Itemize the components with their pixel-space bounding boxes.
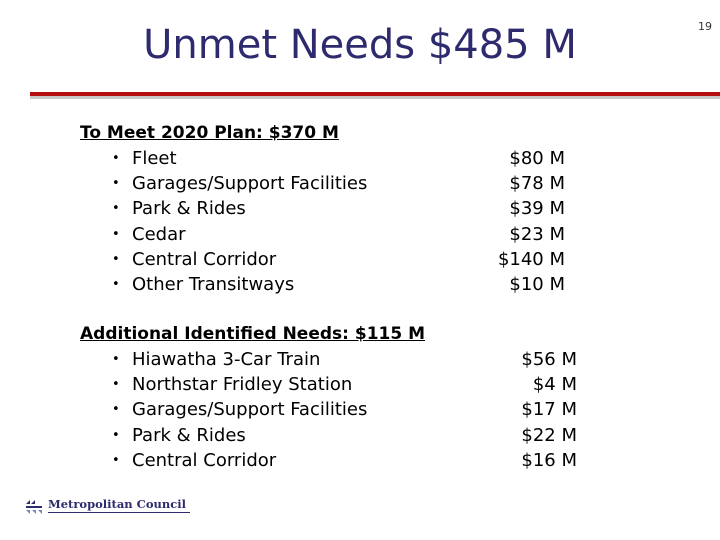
item-amount: $140 M [497, 248, 565, 270]
bullet: • [112, 276, 120, 292]
list-item [80, 423, 600, 448]
item-label: Northstar Fridley Station [132, 374, 353, 396]
item-amount: $80 M [509, 148, 565, 169]
section-heading: Additional Identified Needs: $115 M [80, 324, 426, 344]
list-item [80, 347, 600, 372]
item-label: Hiawatha 3-Car Train [132, 349, 321, 370]
page-title: Unmet Needs $485 M [143, 22, 577, 68]
item-amount: $4 M [532, 374, 577, 396]
list-item [80, 146, 600, 171]
bullet: • [112, 251, 120, 267]
additional-needs-section [80, 322, 600, 473]
item-label: Garages/Support Facilities [132, 173, 368, 195]
list-item [80, 196, 600, 221]
list-item [80, 171, 600, 196]
logo-text: Metropolitan Council [48, 497, 186, 511]
bullet: • [112, 452, 120, 468]
plan-2020-section [80, 121, 600, 297]
list-item [80, 272, 600, 297]
list-item [80, 247, 600, 272]
item-label: Central Corridor [132, 449, 277, 471]
list-item [80, 372, 600, 397]
item-label: Park & Rides [132, 198, 246, 220]
item-amount: $56 M [521, 349, 577, 370]
item-label: Other Transitways [132, 273, 295, 295]
list-item [80, 222, 600, 247]
item-label: Central Corridor [132, 248, 277, 270]
metropolitan-council-logo-icon [24, 496, 44, 516]
item-amount: $22 M [521, 424, 577, 446]
item-amount: $10 M [509, 273, 565, 295]
bullet: • [112, 201, 120, 217]
logo-underline [48, 512, 190, 513]
item-label: Park & Rides [132, 424, 246, 446]
bullet: • [112, 151, 120, 166]
bullet: • [112, 352, 120, 367]
item-amount: $23 M [509, 223, 565, 245]
item-label: Garages/Support Facilities [132, 399, 368, 421]
section-heading: To Meet 2020 Plan: $370 M [80, 123, 339, 143]
bullet: • [112, 427, 120, 443]
item-amount: $39 M [509, 198, 565, 220]
item-amount: $78 M [509, 173, 565, 195]
slide-number: 19 [698, 20, 712, 33]
bullet: • [112, 176, 120, 192]
list-item [80, 448, 600, 473]
item-label: Fleet [132, 148, 177, 169]
item-amount: $17 M [521, 399, 577, 421]
list-item [80, 397, 600, 422]
bullet: • [112, 226, 120, 242]
title-divider-gray [30, 96, 720, 99]
item-label: Cedar [132, 223, 186, 245]
item-amount: $16 M [521, 449, 577, 471]
bullet: • [112, 377, 120, 393]
bullet: • [112, 402, 120, 418]
